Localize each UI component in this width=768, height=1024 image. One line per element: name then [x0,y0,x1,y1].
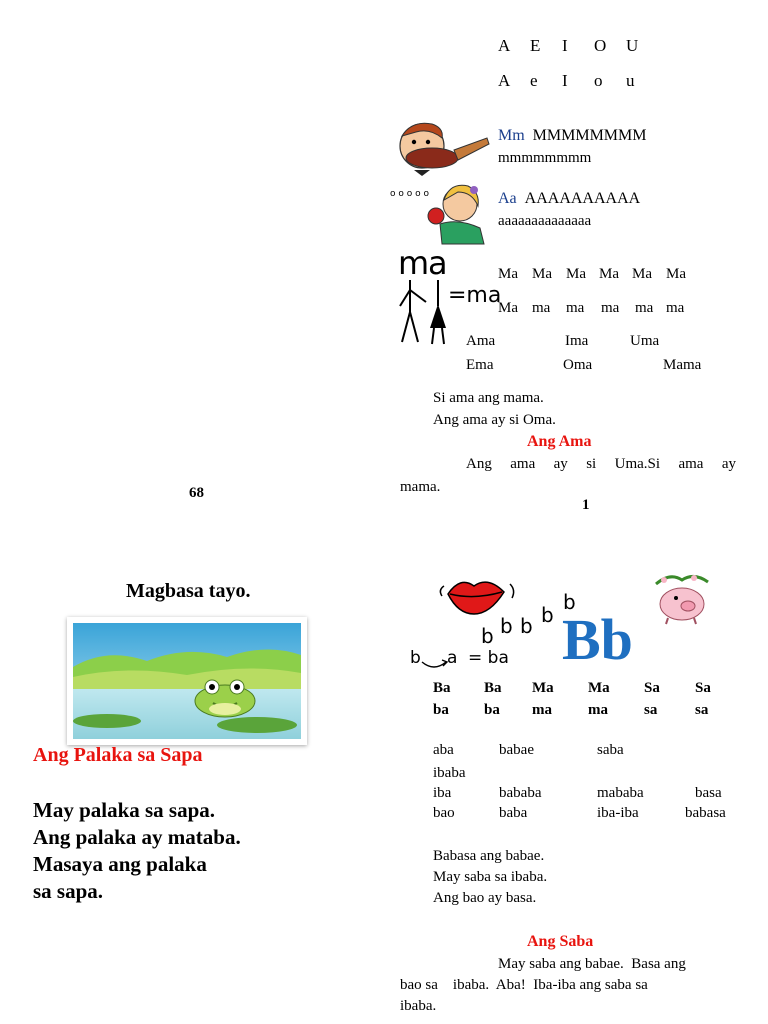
story-line: mama. [400,479,441,495]
syllable: Ma [532,680,554,696]
syllable: Ma [632,266,652,282]
link-arrow-icon [420,656,450,670]
big-letter-bb: Bb [562,607,633,672]
vowels-lower-row [498,71,658,91]
ma-lower-row [498,300,718,320]
syllable: ma [635,300,654,316]
word: bababa [499,785,542,801]
svg-text:o o o o o: o o o o o [390,189,429,199]
saba-story-line: bao sa ibaba. Aba! Iba-iba ang saba sa [400,977,648,993]
word: bao [433,805,455,821]
syllable: Sa [695,680,711,696]
m-upper: MMMMMMMM [532,127,647,144]
b-sentence: Babasa ang babae. [433,848,545,864]
ma-upper-row [498,266,718,286]
story-text: Ang ama ay si Uma.Si ama ay [466,456,736,472]
m-row [498,126,646,146]
syllable: Ba [484,680,502,696]
vowel: I [562,71,568,90]
syllable: Ba [433,680,451,696]
m-lower: mmmmmmmm [498,150,592,166]
b-words-row-2 [433,785,743,805]
vowel: o [594,71,603,90]
formula-a: a [447,648,458,668]
syllable: ma [532,702,552,718]
a-upper: AAAAAAAAAA [524,190,641,207]
syllable-upper-row [433,680,733,700]
syllable: Ma [498,300,518,316]
story-line [466,455,736,473]
syllable: ma [601,300,620,316]
vowel: u [626,71,635,90]
syllable: sa [644,702,658,718]
syllable: Ma [566,266,586,282]
formula-eq: = ba [468,648,509,668]
m-label: Mm [498,127,525,144]
a-lower: aaaaaaaaaaaaaa [498,213,592,229]
syllable: ma [532,300,551,316]
syllable: Ma [599,266,619,282]
word: Ima [565,333,589,349]
word: Oma [563,357,593,373]
palaka-line: Masaya ang palaka [33,852,207,876]
syllable: ba [433,702,449,718]
word: Uma [630,333,660,349]
vowel: A [498,36,511,55]
vowels-upper-row [498,36,658,56]
b-sentence: May saba sa ibaba. [433,869,548,885]
words-row-1 [466,333,726,353]
syllable: Ma [498,266,518,282]
word: Ema [466,357,494,373]
b-words-row-3 [433,805,743,825]
word: mababa [597,785,644,801]
ma-icon-a: a [428,244,448,282]
word: basa [695,785,722,801]
formula-b: b [410,648,421,668]
syllable: sa [695,702,709,718]
vowel: O [594,36,607,55]
word: baba [499,805,528,821]
saba-story-line: May saba ang babae. Basa ang [498,956,686,972]
page-number: 1 [582,497,590,513]
girl-apple-icon [388,178,486,246]
syllable: ma [566,300,585,316]
saba-story-line: ibaba. [400,998,437,1014]
frog-pond-image [67,617,307,745]
word: iba [433,785,452,801]
syllable: ma [588,702,608,718]
vowel: A [498,71,511,90]
palaka-line: Ang palaka ay mataba. [33,825,241,849]
small-b: b [563,590,576,614]
word: Ama [466,333,496,349]
vowel: I [562,36,568,55]
ma-icon-m: m [398,244,430,282]
syllable: Ma [666,266,686,282]
vowel: U [626,36,639,55]
small-b: b [520,614,533,638]
b-words-row-1 [433,742,743,762]
story-title-ang-saba: Ang Saba [527,933,594,950]
boy-eating-icon [392,118,492,180]
ma-icon-eq: =ma [448,283,502,308]
syllable: Sa [644,680,660,696]
a-row [498,189,640,209]
heading-magbasa: Magbasa tayo. [126,580,251,602]
story-title-palaka: Ang Palaka sa Sapa [33,744,203,766]
syllable: ma [666,300,685,316]
palaka-line: May palaka sa sapa. [33,798,216,822]
vowel: e [530,71,538,90]
word: Mama [663,357,702,373]
word: babae [499,742,534,758]
story-title-ang-ama: Ang Ama [527,433,592,450]
syllable-lower-row [433,702,733,722]
pig-flowers-icon [650,570,714,626]
word: saba [597,742,624,758]
small-b: b [541,603,554,627]
ba-formula [410,648,520,674]
word: aba [433,742,454,758]
syllable: Ma [532,266,552,282]
syllable: Ma [588,680,610,696]
sentence: Si ama ang mama. [433,390,544,406]
small-b: b [500,614,513,638]
vowel: E [530,36,541,55]
words-row-2 [466,357,726,377]
a-label: Aa [498,190,517,207]
b-sentence: Ang bao ay basa. [433,890,537,906]
sentence: Ang ama ay si Oma. [433,412,556,428]
word: babasa [685,805,726,821]
syllable: ba [484,702,500,718]
palaka-line: sa sapa. [33,879,104,903]
page-number: 68 [189,485,204,501]
word: iba-iba [597,805,639,821]
word: ibaba [433,765,466,781]
small-b: b [481,624,494,648]
